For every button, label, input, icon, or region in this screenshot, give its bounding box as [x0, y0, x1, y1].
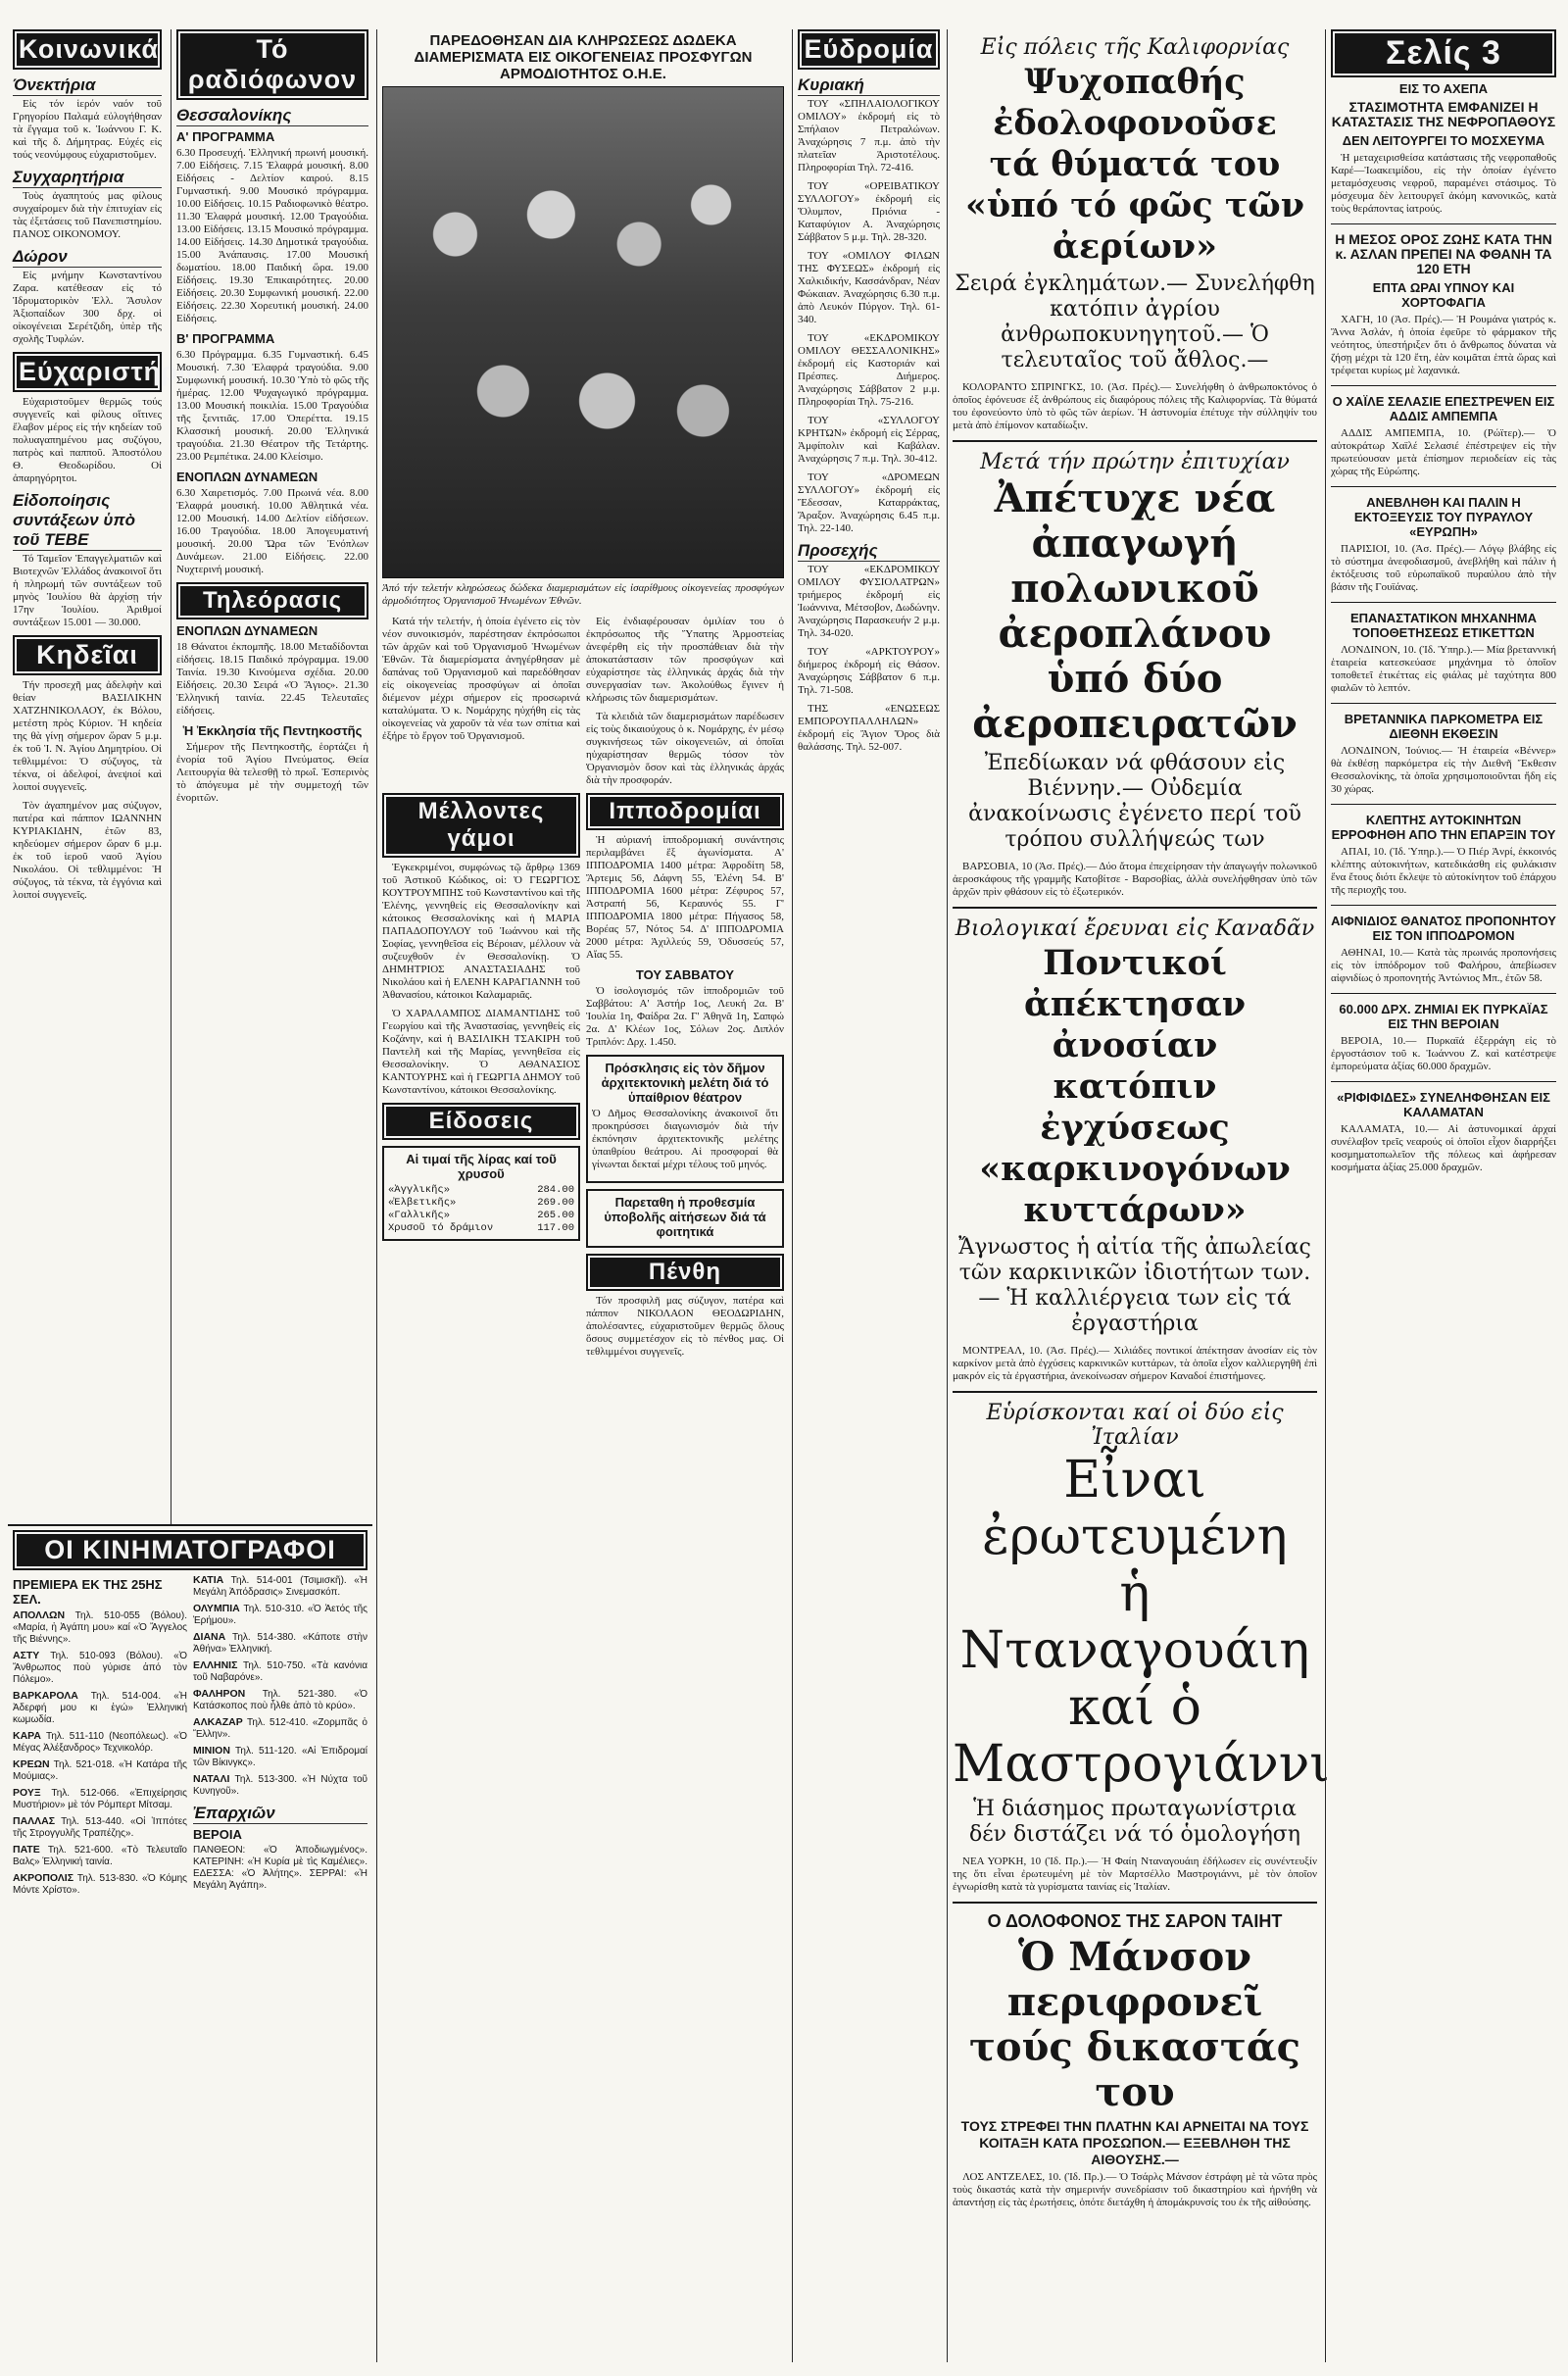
lower-columns — [382, 793, 784, 1364]
cinema-listing: Τηλ. 521-600. «Τὸ Τελευταῖο Βαλς» Ἑλληνική ταινία. — [13, 1845, 187, 1867]
subhead: Δώρον — [13, 247, 162, 268]
divider — [1331, 486, 1556, 487]
program-heading: Α' ΠΡΟΓΡΑΜΜΑ — [176, 129, 275, 144]
cinema-entry — [193, 1659, 368, 1684]
article-text: ΤΟΥ «ΕΚΔΡΟΜΙΚΟΥ ΟΜΙΛΟΥ ΘΕΣΣΑΛΟΝΙΚΗΣ» ἐκδρομή εἰς Καστοριάν καὶ Πρέσπες. Διήμερος. Ἀναχώρησις Σάββατον 2 μ.μ. Πληροφορίαι Τηλ. 75-216. — [798, 332, 940, 408]
article-text: Ὁ ἰσολογισμός τῶν ἱπποδρομιῶν τοῦ Σαββάτου: Α' Ἀστήρ 1ος, Λευκή 2α. Β' Ἰουλία 1η, Φαίδρα 2α. Γ' Ἀθηνᾶ 1η, Σαπφώ 2α. Δ' Κλέων 1ος, Σόλων 2ος. Διπλόν Τριπλόν: Δρχ. 1.450. — [586, 985, 784, 1048]
article-text: Τὰ κλειδιὰ τῶν διαμερισμάτων παρέδωσεν εἰς τοὺς δικαιούχους ὁ κ. Νομάρχης, ἐν μέσῳ συγκινήσεως τῶν οἰκογενειῶν, αἱ ὁποῖαι ηὐχαρίστησαν θερμῶς τόσον τὸν Ὀργανισμὸν ὅσον καὶ τὰς ἑλληνικάς ἀρχάς διὰ τὴν προσφοράν. — [586, 711, 784, 786]
cinema-entry — [193, 1688, 368, 1712]
program-heading: ΕΝΟΠΛΩΝ ΔΥΝΑΜΕΩΝ — [176, 470, 318, 484]
price-value: 269.00 — [537, 1197, 574, 1209]
brief-subhead: ΔΕΝ ΛΕΙΤΟΥΡΓΕΙ ΤΟ ΜΟΣΧΕΥΜΑ — [1342, 133, 1545, 148]
brief-text: ΑΠΑΙ, 10. (Ἰδ. Ὑπηρ.).— Ὁ Πιέρ Ἀνρί, ἐκκοινός κλέπτης αὐτοκινήτων, κατεδικάσθη εἰς φυλάκισιν ἕνα ἔτους διότι ἔκλεψε τὸ αὐτοκίνητον τοῦ ἐπάρχου τῆς περιοχῆς του. — [1331, 846, 1556, 896]
article-text: Τήν προσεχῆ μας ἀδελφὴν καὶ θείαν ΒΑΣΙΛΙΚΗΝ ΧΑΤΖΗΝΙΚΟΛΑΟΥ, ἐκ Βόλου, μετέστη πρὸς Κύριον. Ἡ κηδεία της θὰ γίνῃ σήμερον ὥραν 5 μ.μ. ἐκ τοῦ Ἱ. Ν. Ἀγίου Δημητρίου. Οἱ τεθλιμμένοι: Ὁ σύζυγος, τὰ τέκνα, οἱ ἀδελφοί, ἀνεψιοί καὶ λοιποί συγγενεῖς. — [13, 679, 162, 793]
cinema-listing: Τηλ. 511-120. «Αἱ Ἐπιδρομαί τῶν Βίκινγκς». — [193, 1746, 368, 1768]
headline-line: ἡ Νταναγουάιη — [959, 1564, 1310, 1680]
divider — [953, 1902, 1317, 1904]
brief-subhead: ΕΠΤΑ ΩΡΑΙ ΥΠΝΟΥ ΚΑΙ ΧΟΡΤΟΦΑΓΙΑ — [1372, 280, 1515, 310]
program-heading: ΕΝΟΠΛΩΝ ΔΥΝΑΜΕΩΝ — [176, 623, 318, 638]
headline-line: Ποντικοί ἀπέκτησαν ἀνοσίαν — [1023, 943, 1247, 1065]
article-text: ΤΟΥ «ΟΜΙΛΟΥ ΦΙΛΩΝ ΤΗΣ ΦΥΣΕΩΣ» ἐκδρομή εἰς Χαλκιδικήν, Κασσάνδραν, Νέαν Φώκαιαν. Ἀναχώρησις 6.30 π.μ. ἀπὸ Λευκόν Πύργον. Τηλ. 61-340. — [798, 250, 940, 325]
headline-line: τά θύματά του — [989, 144, 1281, 184]
cinema-entry — [13, 1650, 187, 1686]
divider — [1331, 1081, 1556, 1082]
notice-box — [586, 1055, 784, 1183]
cinema-listing: Τηλ. 512-066. «Ἐπιχείρησις Μυστήριον» μὲ τόν Ρόμπερτ Μίτσαμ. — [13, 1788, 187, 1810]
price-value: 265.00 — [537, 1210, 574, 1221]
divider — [1331, 385, 1556, 386]
headline-line: Ψυχοπαθής ἐδολοφονοῦσε — [993, 62, 1277, 143]
deck: Ἡ διάσημος πρωταγωνίστρια δέν διστάζει νά τό ὁμολογήση — [968, 1797, 1300, 1847]
deck: Ἐπεδίωκαν νά φθάσουν εἰς Βιέννην.— Οὐδεμία ἀνακοίνωσις ἐγένετο περί τοῦ τρόπου συλλήψεώς των — [968, 751, 1301, 852]
divider — [1331, 703, 1556, 704]
kicker: Εὑρίσκονται καί οἱ δύο εἰς Ἰταλίαν — [986, 1401, 1284, 1450]
brief-headline: Η ΜΕΣΟΣ ΟΡΟΣ ΖΩΗΣ ΚΑΤΑ ΤΗΝ κ. ΑΣΛΑΝ ΠΡΕΠΕΙ ΝΑ ΦΘΑΝΗ ΤΑ 120 ΕΤΗ — [1335, 231, 1552, 276]
cinema-columns — [8, 1574, 372, 1901]
article-text: ΒΑΡΣΟΒΙΑ, 10 (Ἀσ. Πρές).— Δύο ἄτομα ἐπεχείρησαν τὴν ἀπαγωγήν πολωνικοῦ ἀεροσκάφους τῆς γραμμῆς Κατοβίτσε - Βαρσοβίας, ἀλλὰ συνελήφθησαν ὑπὸ τῶν ἀρχῶν πρὶν φθάσουν εἰς τὸ ἐξωτερικόν. — [953, 861, 1317, 898]
brief-text: Ἡ μεταχειρισθείσα κατάστασις τῆς νεφροπαθοῦς Καρέ—Ἰωακειμίδου, εἰς τὴν ὁποίαν ἐγένετο μεταμόσχευσις νεφροῦ, παραμένει στάσιμος. Τὸ μόσχευμα δὲν λειτουργεῖ ἀκόμη κανονικῶς, κατὰ τοὺς θεράποντας ἰατρούς. — [1331, 152, 1556, 215]
section-banner-weddings: Μέλλοντες γάμοι — [382, 793, 580, 858]
cinema-entry — [193, 1574, 368, 1599]
subhead: Προσεχής — [798, 541, 940, 562]
cinema-listing: Τηλ. 510-750. «Τὰ κανόνια τοῦ Ναβαρόνε». — [193, 1660, 368, 1683]
dateline: ΕΙΣ ΤΟ ΑΧΕΠΑ — [1398, 81, 1489, 96]
brief-headline: ΑΙΦΝΙΔΙΟΣ ΘΑΝΑΤΟΣ ΠΡΟΠΟΝΗΤΟΥ ΕΙΣ ΤΟΝ ΙΠΠΟΔΡΟΜΟΝ — [1331, 914, 1556, 943]
cinema-name: ΠΑΤΕ — [13, 1844, 40, 1856]
article-text: Τό Ταμεῖον Ἐπαγγελματιῶν καὶ Βιοτεχνῶν Ἑλλάδος ἀνακοινοῖ ὅτι ἡ πληρωμή τῶν συντάξεων τοῦ μηνὸς Ἰουλίου θὰ ἀρχίσῃ τήν 17ην Ἰουλίου. Ἀριθμοί συντάξεων 15.001 — 30.000. — [13, 553, 162, 628]
column-world-news — [947, 29, 1330, 2362]
subhead: Κυριακή — [798, 75, 940, 96]
cinema-listing: Τηλ. 521-380. «Ὁ Κατάσκοπος ποὺ ἦλθε ἀπὸ τὸ κρύο». — [193, 1689, 368, 1711]
divider — [953, 1391, 1317, 1393]
subhead: Όνεκτήρια — [13, 75, 162, 96]
cinema-name: ΚΑΡΑ — [13, 1730, 41, 1742]
section-banner-thanks: Εύχαριστήρια — [13, 352, 162, 392]
cinema-name: ΕΛΛΗΝΙΣ — [193, 1659, 238, 1671]
program-text: 18 Θάνατοι ἐκπομπῆς. 18.00 Μεταδίδονται εἰδήσεις. 18.15 Παιδικό πρόγραμμα. 19.00 Ταινία. 19.30 Κινούμενα σχέδια. 20.00 Εἰδήσεις. 20.30 Σειρά «Ὁ Ἅγιος». 21.30 Ἑλληνική ταινία. 22.45 Τελευταῖες εἰδήσεις. — [176, 641, 368, 717]
article-text: ΤΟΥ «ΔΡΟΜΕΩΝ ΣΥΛΛΟΓΟΥ» ἐκδρομή εἰς Ἔδεσσαν, Καταρράκτας, Ἄραξον. Ἀναχώρησις 6.45 π.μ. Τηλ. 22-140. — [798, 471, 940, 534]
article-text: ΚΟΛΟΡΑΝΤΟ ΣΠΡΙΝΓΚΣ, 10. (Ἀσ. Πρές).— Συνελήφθη ὁ ἀνθρωποκτόνος ὁ ὁποῖος ἐφόνευσε ἐξ ἀνθρώπους εἰς διαφόρους πόλεις τῆς Καλιφορνίας. Τὰ θύματά του ἐφονεύοντο ὑπὸ τὸ φῶς τῶν ἀερίων. Ἡ ἀστυνομία ἐπέτυχε τὴν σύλληψίν του μετὰ ἀπὸ ἐπίμονον καταδίωξιν. — [953, 381, 1317, 431]
kicker: Εἰς πόλεις τῆς Καλιφορνίας — [980, 35, 1290, 60]
program-heading: Ἡ Ἐκκλησία τῆς Πεντηκοστῆς — [182, 723, 363, 738]
headline-line: τούς δικαστάς του — [969, 2024, 1300, 2115]
article-text: Εἰς ἐνδιαφέρουσαν ὁμιλίαν του ὁ ἐκπρόσωπος τῆς Ὕπατης Ἀρμοστείας ἀνεφέρθη εἰς τὴν προσπάθειαν διὰ τὴν ἀποκατάστασιν τῶν προσφύγων καὶ εὐχαρίστησε τὰς ἑλληνικάς ἀρχάς διὰ τὴν συνεργασίαν των. Ἀκολούθως ἔγινεν ἡ κλήρωσις τῶν διαμερισμάτων. — [586, 616, 784, 704]
article-text: ΤΟΥ «ΕΚΔΡΟΜΙΚΟΥ ΟΜΙΛΟΥ ΦΥΣΙΟΛΑΤΡΩΝ» τριήμερος ἐκδρομή εἰς Ἰωάννινα, Μέτσοβον, Δωδώνην. Ἀναχώρησις Παρασκευήν 2 μ.μ. Τηλ. 34-020. — [798, 564, 940, 639]
brief-headline: 60.000 ΔΡΧ. ΖΗΜΙΑΙ ΕΚ ΠΥΡΚΑΪΑΣ ΕΙΣ ΤΗΝ ΒΕΡΟΙΑΝ — [1339, 1002, 1548, 1031]
article-text: Ἡ αὐριανή ἱπποδρομιακή συνάντησις περιλαμβάνει ἕξ ἀγωνίσματα. Α' ΙΠΠΟΔΡΟΜΙΑ 1400 μέτρα: Ἀφροδίτη 58, Ἄρτεμις 56, Δάφνη 55, Ἑλένη 54. Β' ΙΠΠΟΔΡΟΜΙΑ 1600 μέτρα: Ζέφυρος 57, Ἀστραπή 56, Κεραυνός 55. Γ' ΙΠΠΟΔΡΟΜΙΑ 1800 μέτρα: Πήγασος 58, Βορέας 57, Νότος 54. Δ' ΙΠΠΟΔΡΟΜΙΑ 2000 μέτρα: Ἀχιλλεύς 59, Ὀδυσσεύς 57, Αἴας 55. — [586, 834, 784, 961]
cinema-name: ΟΛΥΜΠΙΑ — [193, 1603, 240, 1614]
article-text: Εἰς μνήμην Κωνσταντίνου Ζαρα. κατέθεσαν εἰς τό Ἰδρυματορικὸν Ἑλλ. Ἄσυλον Ἀξιοπαίδων 300 δρχ. οἱ οἰκογένειαι Σερέτζιδη, ὑπὲρ τῆς σχολῆς Τυφλών. — [13, 270, 162, 345]
section-banner-funerals: Κηδεῖαι — [13, 635, 162, 675]
cinema-listing: Τηλ. 521-018. «Ἡ Κατάρα τῆς Μούμιας». — [13, 1759, 187, 1782]
article-text: Σήμερον τῆς Πεντηκοστῆς, ἑορτάζει ἡ ἐνορία τοῦ Ἁγίου Πνεύματος. Θεία Λειτουργία θὰ τελεσθῇ τὸ πρωΐ. Ἐσπερινὸς τὸ ἀπόγευμα μὲ τὴν συμμετοχή τῶν ἐνοριτῶν. — [176, 741, 368, 804]
price-value: 117.00 — [537, 1222, 574, 1234]
section-banner-social: Κοινωνικά — [13, 29, 162, 70]
article-text: ΤΟΥ «ΑΡΚΤΟΥΡΟΥ» διήμερος ἐκδρομή εἰς Θάσον. Ἀναχώρησις Σάββατον 6 π.μ. Τηλ. 71-508. — [798, 646, 940, 696]
price-box — [382, 1146, 580, 1241]
divider — [1331, 602, 1556, 603]
cinema-name: ΝΑΤΑΛΙ — [193, 1773, 230, 1785]
divider — [1331, 223, 1556, 224]
cinema-listing: Τηλ. 513-830. «Ὁ Κόμης Μόντε Χρίστο». — [13, 1873, 187, 1896]
program-text: 6.30 Προσευχή. Ἑλληνική πρωινή μουσική. 7.00 Εἰδήσεις. 7.15 Ἐλαφρά μουσική. 8.00 Εἰδήσεις - Δελτίον καιρού. 8.15 Γυμναστική. 9.00 Μουσικό πρόγραμμα. 10.00 Εἰδήσεις. 10.15 Ραδιοφωνικὸ θέατρο. 11.30 Ἐλαφρά μουσική. 12.00 Τραγούδια. 13.00 Εἰδήσεις. 13.15 Μουσικό πρόγραμμα. 14.00 Εἰδήσεις. 14.30 Δημοτικά τραγούδια. 15.00 Ἀνάπαυσις. 17.00 Μουσική δωματίου. 18.00 Παιδική ὥρα. 19.00 Εἰδήσεις. 19.30 Ἐπικαιρότητες. 20.00 Εἰδήσεις. 20.30 Συμφωνική μουσική. 22.00 Εἰδήσεις. 22.30 Χορευτική μουσική. 24.00 Εἰδήσεις. — [176, 147, 368, 324]
cinema-name: ΚΑΤΙΑ — [193, 1574, 224, 1586]
section-banner-mourning: Πένθη — [586, 1254, 784, 1291]
subhead: ΤΟΥ ΣΑΒΒΑΤΟΥ — [635, 967, 735, 982]
section-banner-tv: Τηλεόρασις — [176, 582, 368, 619]
headline-line: καί ὁ Μαστρογιάννι — [953, 1678, 1330, 1794]
cinema-name: ΑΚΡΟΠΟΛΙΣ — [13, 1872, 74, 1884]
cinema-name: ΔΙΑΝΑ — [193, 1631, 226, 1643]
news-photo — [382, 86, 784, 578]
notice-title: Πρόσκλησις εἰς τὸν δῆμον ἀρχιτεκτονικὴ μελέτη διά τό ὑπαίθριον θέατρον — [601, 1061, 769, 1105]
notice-box — [586, 1189, 784, 1248]
brief-text: ΒΕΡΟΙΑ, 10.— Πυρκαϊά ἐξερράγη εἰς τὸ ἐργοστάσιον τοῦ κ. Ἰωάννου Ζ. καὶ κατέστρεψε ἐμπορεύματα ἀξίας 60.000 δραχμῶν. — [1331, 1035, 1556, 1072]
article-text: Εἰς τόν ἱερόν ναόν τοῦ Γρηγορίου Παλαμά εὐλογήθησαν τὰ ἔγγαμα τοῦ κ. Ἰωάννου Γ. Κ. καὶ τῆς δ. Δήμητρας. Εὐχές εἰς τούς νεονύμφους εὐχαριστοῦμεν. — [13, 98, 162, 161]
headline-line: Εἶναι ἐρωτευμένη — [982, 1451, 1288, 1566]
article-text: Εὐχαριστοῦμεν θερμῶς τούς συγγενεῖς καὶ φίλους οἵτινες ἔλαβον μέρος εἰς τήν κηδείαν τοῦ πολυαγαπημένου μας συζύγου, πατρὸς καὶ παπποῦ. Ἀποστόλου Θ. Θεοδωρίδου. Οἱ ἀπαρηγόρητοι. — [13, 396, 162, 484]
article-text: ΤΟΥ «ΣΠΗΛΑΙΟΛΟΓΙΚΟΥ ΟΜΙΛΟΥ» ἐκδρομή εἰς τὸ Σπήλαιον Πετραλώνων. Ἀναχώρησις 7 π.μ. ἀπὸ τὴν πλατεῖαν Ἀριστοτέλους. Πληροφορίαι Τηλ. 72-416. — [798, 98, 940, 173]
cinema-listing: Τηλ. 513-300. «Ἡ Νύχτα τοῦ Κυνηγοῦ». — [193, 1774, 368, 1797]
column-main-photo — [376, 29, 789, 2362]
article-text: Ἐγκεκριμένοι, συμφώνως τῷ ἄρθρῳ 1369 τοῦ Ἀστικοῦ Κώδικος, οἱ: Ὁ ΓΕΩΡΓΙΟΣ ΚΟΥΤΡΟΥΜΠΗΣ τοῦ Κωνσταντίνου καὶ τῆς Ἑλένης, γεννηθείς εἰς Θεσσαλονίκην καὶ κάτοικος Θεσσαλονίκης καὶ ἡ ΜΑΡΙΑ ΠΑΠΑΔΟΠΟΥΛΟΥ τοῦ Ἰωάννου καὶ τῆς Σοφίας, γεννηθεῖσα εἰς Βέροιαν, μέλλουν νὰ συζευχθοῦν ἐν Θεσσαλονίκῃ. Ὁ ΔΗΜΗΤΡΙΟΣ ΑΝΑΣΤΑΣΙΑΔΗΣ τοῦ Νικολάου καὶ ἡ ΕΛΕΝΗ ΚΑΡΑΓΙΑΝΝΗ τοῦ Ἀθανασίου, κάτοικοι Καλαμαριᾶς. — [382, 862, 580, 1001]
price-label: «Ἀγγλικῆς» — [388, 1184, 451, 1196]
cinema-listing: ΠΑΝΘΕΟΝ: «Ὁ Ἀποδιωγμένος». ΚΑΤΕΡΙΝΗ: «Ἡ Κυρία μὲ τὶς Καμέλιες». ΕΔΕΣΣΑ: «Ὁ Ἀλήτης». ΣΕΡΡΑΙ: «Ἡ Μεγάλη Ἀγάπη». — [193, 1845, 368, 1891]
cinema-entry — [13, 1872, 187, 1897]
divider — [953, 907, 1317, 909]
kicker: Μετά τήν πρώτην ἐπιτυχίαν — [980, 450, 1290, 474]
cinema-listings — [8, 1524, 372, 2364]
brief-headline: «ΡΙΦΙΦΙΔΕΣ» ΣΥΝΕΛΗΦΘΗΣΑΝ ΕΙΣ ΚΑΛΑΜΑΤΑΝ — [1337, 1090, 1550, 1119]
article-text: ΜΟΝΤΡΕΑΛ, 10. (Ἀσ. Πρές).— Χιλιάδες ποντικοί ἀπέκτησαν ἀνοσίαν εἰς τὸν καρκίνον μετὰ ἀπὸ ἐγχύσεις καρκινικῶν κυττάρων, τὰ ὁποῖα εἶχον καλλιεργηθῆ ἐπὶ μακρόν εἰς τὰ ἐργαστήρια, ἀνεκοίνωσαν σήμερον Καναδοί ἐπιστήμονες. — [953, 1345, 1317, 1382]
brief-headline: ΒΡΕΤΑΝΝΙΚΑ ΠΑΡΚΟΜΕΤΡΑ ΕΙΣ ΔΙΕΘΝΗ ΕΚΘΕΣΙΝ — [1344, 712, 1544, 741]
cinema-name: ΜΙΝΙΟΝ — [193, 1745, 230, 1757]
program-text: 6.30 Χαιρετισμός. 7.00 Πρωινά νέα. 8.00 Ἐλαφρά μουσική. 10.00 Ἀθλητικά νέα. 12.00 Μουσική. 14.00 Δελτίον εἰδήσεων. 16.00 Τραγούδια. 18.00 Ἀπογευματινή μουσική. 20.00 Ὥρα τῶν Ἐνόπλων Δυνάμεων. 21.00 Εἰδήσεις. 22.00 Νυχτερινή μουσική. — [176, 487, 368, 575]
kicker: Βιολογικαί ἔρευναι εἰς Καναδᾶν — [955, 916, 1315, 941]
article-text: ΛΟΣ ΑΝΤΖΕΛΕΣ, 10. (Ἰδ. Πρ.).— Ὁ Τσάρλς Μάνσον ἐστράφη μὲ τὰ νῶτα πρὸς τοὺς δικαστάς κατὰ τὴν σημερινήν συνεδρίασιν τοῦ δικαστηρίου καὶ ἠρνήθη νὰ ἀπαντήσῃ εἰς τὰς ἐρωτήσεις, ὁπότε διετάχθη ἡ ἀπομάκρυνσίς του ἐκ τῆς αἰθούσης. — [953, 2171, 1317, 2208]
cinema-entry — [193, 1631, 368, 1656]
deck: ΤΟΥΣ ΣΤΡΕΦΕΙ ΤΗΝ ΠΛΑΤΗΝ ΚΑΙ ΑΡΝΕΙΤΑΙ ΝΑ ΤΟΥΣ ΚΟΙΤΑΞΗ ΚΑΤΑ ΠΡΟΣΩΠΟΝ.— ΕΞΕΒΛΗΘΗ ΤΗΣ ΑΙΘΟΥΣΗΣ.— — [960, 2118, 1309, 2167]
subhead: Εἰδοποίησις συντάξεων ὑπὸ τοῦ ΤΕΒΕ — [13, 491, 162, 551]
program-text: 6.30 Πρόγραμμα. 6.35 Γυμναστική. 6.45 Μουσική. 7.30 Ἐλαφρά τραγούδια. 9.00 Συμφωνική μουσική. 10.30 Ὑπὸ τὸ φῶς τῆς ἡμέρας. 12.00 Ψυχαγωγικό πρόγραμμα. 13.00 Μουσική ποικιλία. 15.00 Τραγούδια τῆς ξενιτιᾶς. 17.00 Ὀπερέττα. 19.15 Κλασσική μουσική. 20.00 Ἑλληνικά τραγούδια. 21.30 Θέατρον τῆς Τετάρτης. 23.00 Ρεμπέτικα. 24.00 Κλείσιμο. — [176, 349, 368, 463]
column-excursions — [792, 29, 945, 2362]
cinema-entry — [193, 1603, 368, 1627]
cinema-listing: Τηλ. 511-110 (Νεοπόλεως). «Ὁ Μέγας Ἀλέξανδρος» Τεχνικολόρ. — [13, 1731, 187, 1754]
brief-text: ΑΘΗΝΑΙ, 10.— Κατὰ τὰς πρωινάς προπονήσεις εἰς τὸν ἱππόδρομον τοῦ Φαλήρου, ἀπεβίωσεν αἰφνιδίως ὁ προπονητής Ἀντώνιος Μπ., ἐτῶν 58. — [1331, 947, 1556, 984]
cinema-name: ΚΡΕΩΝ — [13, 1758, 50, 1770]
price-label: Χρυσοῦ τό δράμιον — [388, 1222, 494, 1234]
headline-line: κατόπιν ἐγχύσεως — [1040, 1066, 1230, 1148]
cinema-listing: Τηλ. 512-410. «Ζορμπᾶς ὁ Ἕλλην». — [193, 1717, 368, 1740]
subhead: Θεσσαλονίκης — [176, 106, 368, 126]
cinema-name: ΑΛΚΑΖΑΡ — [193, 1716, 243, 1728]
article-text: Τὸν ἀγαπημένον μας σύζυγον, πατέρα καὶ πάππον ΙΩΑΝΝΗΝ ΚΥΡΙΑΚΙΔΗΝ, ἐτῶν 83, κηδεύομεν σήμερον ὥραν 6 μ.μ. ἐκ τοῦ ἱεροῦ ναοῦ Ἁγίου Νικολάου. Οἱ τεθλιμμένοι: Ἡ σύζυγος, τὰ τέκνα, τὰ ἐγγόνια καὶ λοιποί συγγενεῖς. — [13, 800, 162, 901]
price-row — [388, 1222, 574, 1235]
cinema-name: ΦΑΛΗΡΟΝ — [193, 1688, 246, 1700]
price-value: 284.00 — [537, 1184, 574, 1196]
brief-text: ΚΑΛΑΜΑΤΑ, 10.— Αἱ ἀστυνομικαί ἀρχαί συνέλαβον τρεῖς νεαρούς οἱ ὁποῖοι εἶχον διαρρήξει κοσμηματοπωλεῖον τῆς πόλεως καὶ ἀφήρεσαν κοσμήματα ἀξίας 25.000 δραχμῶν. — [1331, 1123, 1556, 1173]
headline-line: Ἀπέτυχε νέα ἀπαγωγή — [994, 475, 1276, 567]
headline-line: «καρκινογόνων κυττάρων» — [979, 1149, 1291, 1230]
price-label: «Ἐλβετικῆς» — [388, 1197, 457, 1209]
cinema-entry — [193, 1745, 368, 1769]
cinema-entry — [13, 1690, 187, 1726]
notice-title: Παρεταθη ἡ προθεσμία ὑποβολῆς αἰτήσεων διά τά φοιτητικά — [604, 1195, 766, 1239]
cinema-name: ΡΟΥΞ — [13, 1787, 41, 1799]
cinema-heading: ΠΡΕΜΙΕΡΑ ΕΚ ΤΗΣ 25ΗΣ ΣΕΛ. — [13, 1577, 163, 1607]
story-columns — [382, 616, 784, 793]
section-banner-notices: Είδοσεις — [382, 1103, 580, 1140]
section-banner-racing: Ιπποδρομίαι — [586, 793, 784, 830]
brief-text: ΠΑΡΙΣΙΟΙ, 10. (Ἀσ. Πρές).— Λόγῳ βλάβης εἰς τὸ σύστημα ἀνεφοδιασμοῦ, ἀνεβλήθη καὶ πάλιν ἡ ἐκτόξευσις τοῦ εὐρωπαϊκοῦ πυραύλου ἀπὸ τὴν βάσιν τῆς Γουϊάνας. — [1331, 543, 1556, 593]
cinema-listing: Τηλ. 514-001 (Τσιμισκῆ). «Ἡ Μεγάλη Ἀπόδρασις» Σινεμασκόπ. — [193, 1575, 368, 1598]
article-text: Τοὺς ἀγαπητούς μας φίλους συγχαίρομεν διὰ τὴν ἐπιτυχίαν εἰς τὰς ἐξετάσεις τοῦ Πανεπιστημίου. ΠΑΝΟΣ ΟΙΚΟΝΟΜΟΥ. — [13, 190, 162, 240]
brief-text: ΧΑΓΗ, 10 (Ἀσ. Πρές).— Ἡ Ρουμάνα γιατρός κ. Ἄννα Ἀσλάν, ἡ ὁποία ἐφεῦρε τὸ φάρμακον τῆς νεότητος, ὑπεστήριξεν ὅτι ὁ ἄνθρωπος δύναται νὰ ζήσῃ μέχρι τὰ 120 ἔτη, ἐὰν κοιμᾶται ἑπτὰ ὥρας καὶ τρέφεται κυρίως μὲ λαχανικά. — [1331, 314, 1556, 376]
cinema-name: ΒΑΡΚΑΡΟΛΑ — [13, 1690, 78, 1702]
cinema-listing: Τηλ. 514-380. «Κάποτε στὴν Ἀθήνα» Ἑλληνική. — [193, 1632, 368, 1655]
kicker: Ο ΔΟΛΟΦΟΝΟΣ ΤΗΣ ΣΑΡΟΝ ΤΑΙΗΤ — [987, 1911, 1283, 1931]
cinema-entry — [193, 1716, 368, 1741]
article-text: ΝΕΑ ΥΟΡΚΗ, 10 (Ἰδ. Πρ.).— Ἡ Φαίη Νταναγουάιη ἐδήλωσεν εἰς συνέντευξίν της ὅτι εἶναι ἐρωτευμένη μὲ τὸν Μαρτσέλλο Μαστρογιάννι, μὲ τὸν ὁποῖον ἐγνωρίσθη κατὰ τὰ γυρίσματα ταινίας εἰς Ἰταλίαν. — [953, 1856, 1317, 1893]
cinema-entry — [13, 1787, 187, 1811]
brief-text: ΑΔΔΙΣ ΑΜΠΕΜΠΑ, 10. (Ρώϊτερ).— Ὁ αὐτοκράτωρ Χαϊλέ Σελασιέ ἐπέστρεψεν εἰς τὴν πρωτεύουσαν μετὰ ἐπίσημον περιοδείαν εἰς τὰς χώρας τῆς Εὐρώπης. — [1331, 427, 1556, 477]
cinema-listing: Τηλ. 514-004. «Ἡ Ἀδερφή μου κι ἐγώ» Ἑλληνική κωμωδία. — [13, 1691, 187, 1725]
article-text: Ὁ ΧΑΡΑΛΑΜΠΟΣ ΔΙΑΜΑΝΤΙΔΗΣ τοῦ Γεωργίου καὶ τῆς Ἀναστασίας, γεννηθείς εἰς Κοζάνην, καὶ ἡ ΒΑΣΙΛΙΚΗ ΤΣΑΚΙΡΗ τοῦ Παντελῆ καὶ τῆς Μαρίας, γεννηθεῖσα εἰς Θεσσαλονίκην. Ὁ ΑΘΑΝΑΣΙΟΣ ΚΑΝΤΟΥΡΗΣ καὶ ἡ ΓΕΩΡΓΙΑ ΔΗΜΟΥ τοῦ Κωνσταντίνου, κάτοικοι Θεσσαλονίκης. — [382, 1008, 580, 1096]
cinema-entry — [13, 1730, 187, 1755]
headline: ΠΑΡΕΔΟΘΗΣΑΝ ΔΙΑ ΚΛΗΡΩΣΕΩΣ ΔΩΔΕΚΑ ΔΙΑΜΕΡΙΣΜΑΤΑ ΕΙΣ ΟΙΚΟΓΕΝΕΙΑΣ ΠΡΟΣΦΥΓΩΝ ΑΡΜΟΔΙΟΤΗΤΟΣ Ο.Η.Ε. — [414, 32, 753, 82]
notice-text: Ὁ Δῆμος Θεσσαλονίκης ἀνακοινοῖ ὅτι προκηρύσσει διαγωνισμόν διὰ τήν ἐκπόνησιν ἀρχιτεκτονικῆς μελέτης ὑπαιθρίου θεάτρου. Αἱ προσφοραί θὰ γίνωνται δεκταί μέχρι τέλους τοῦ μηνός. — [592, 1108, 778, 1170]
program-heading: Β' ΠΡΟΓΡΑΜΜΑ — [176, 331, 275, 346]
divider — [1331, 905, 1556, 906]
cinema-name: ΠΑΛΛΑΣ — [13, 1815, 56, 1827]
headline-line: ὑπό δύο ἀεροπειρατῶν — [972, 656, 1298, 747]
price-row — [388, 1184, 574, 1197]
section-banner-cinemas: ΟΙ ΚΙΝΗΜΑΤΟΓΡΑΦΟΙ — [13, 1530, 368, 1570]
headline-line: Ὁ Μάνσον περιφρονεῖ — [1006, 1934, 1263, 2025]
headline-line: «ὑπό τό φῶς τῶν ἀερίων» — [964, 185, 1305, 267]
subhead: Ἐπαρχιῶν — [193, 1804, 368, 1824]
article-text: Τόν προσφιλῆ μας σύζυγον, πατέρα καὶ πάππον ΝΙΚΟΛΑΟΝ ΘΕΟΔΩΡΙΔΗΝ, ἀπολέσαντες, εὐχαριστοῦμεν θερμῶς ὅλους ὅσους συμμετέσχον εἰς τὸ πένθος μας. Οἱ τεθλιμμένοι συγγενεῖς. — [586, 1295, 784, 1358]
column-brief-news — [1325, 29, 1561, 2362]
divider — [953, 440, 1317, 442]
article-text: ΤΗΣ «ΕΝΩΣΕΩΣ ΕΜΠΟΡΟΥΠΑΛΛΗΛΩΝ» ἐκδρομή εἰς Ἄγιον Ὄρος διὰ θαλάσσης. Τηλ. 52-007. — [798, 703, 940, 753]
cinema-entry — [13, 1844, 187, 1868]
subhead: Συγχαρητήρια — [13, 168, 162, 188]
cinema-listing: Τηλ. 513-440. «Οἱ Ἱππότες τῆς Στρογγυλῆς Τραπέζης». — [13, 1816, 187, 1839]
cinema-entry — [13, 1609, 187, 1646]
divider — [1331, 993, 1556, 994]
headline-line: πολωνικοῦ ἀεροπλάνου — [998, 566, 1272, 657]
brief-headline: Ο ΧΑΪΛΕ ΣΕΛΑΣΙΕ ΕΠΕΣΤΡΕΨΕΝ ΕΙΣ ΑΔΔΙΣ ΑΜΠΕΜΠΑ — [1332, 394, 1555, 423]
cinema-listing: Τηλ. 510-055 (Βόλου). «Μαρία, ἡ Ἀγάπη μου» καί «Ὁ Ἄγγελος τῆς Βιέννης». — [13, 1610, 187, 1645]
cinema-listing: Τηλ. 510-093 (Βόλου). «Ὁ Ἄνθρωπος ποὺ γύρισε ἀπό τὸν Πόλεμο». — [13, 1651, 187, 1685]
cinema-entry — [13, 1758, 187, 1783]
cinema-entry — [13, 1815, 187, 1840]
price-label: «Γαλλικῆς» — [388, 1210, 451, 1221]
deck: Σειρά ἐγκλημάτων.— Συνελήφθη κατόπιν ἀγρίου ἀνθρωποκυνηγητοῦ.— Ὁ τελευταῖος τοῦ ἄθλος.— — [955, 272, 1315, 372]
price-row — [388, 1197, 574, 1210]
article-text: Κατά τήν τελετήν, ἡ ὁποία ἐγένετο εἰς τὸν νέον συνοικισμόν, παρέστησαν ἐκπρόσωποι τῶν ἀρχῶν καὶ τοῦ Ὀργανισμοῦ Ἡνωμένων Ἐθνῶν. Τὰ διαμερίσματα ἀνηγέρθησαν μὲ δαπάνας τοῦ Ὀργανισμοῦ καὶ παρεδόθησαν εἰς οἰκογενείας προσφύγων αἱ ὁποῖαι διέμενον μέχρι σήμερον εἰς προσωρινά καταλύματα. Ὁ κ. Νομάρχης ηὐχήθη εἰς τὰς οἰκογενείας νὰ χαροῦν τὰ νέα των σπίτια καὶ ἐξήρε τὸ ἔργον τοῦ Ὀργανισμοῦ. — [382, 616, 580, 742]
cinema-name: ΑΣΤΥ — [13, 1650, 40, 1661]
divider — [1331, 804, 1556, 805]
section-banner-radio: Τό ραδιόφωνον — [176, 29, 368, 100]
brief-headline: ΣΤΑΣΙΜΟΤΗΤΑ ΕΜΦΑΝΙΖΕΙ Η ΚΑΤΑΣΤΑΣΙΣ ΤΗΣ ΝΕΦΡΟΠΑΘΟΥΣ — [1331, 99, 1556, 129]
brief-headline: ΑΝΕΒΛΗΘΗ ΚΑΙ ΠΑΛΙΝ Η ΕΚΤΟΞΕΥΣΙΣ ΤΟΥ ΠΥΡΑΥΛΟΥ «ΕΥΡΩΠΗ» — [1353, 495, 1534, 539]
brief-text: ΛΟΝΔΙΝΟΝ, 10. (Ἰδ. Ὑπηρ.).— Μία βρεταννική ἑταιρεία κατεσκεύασε μηχάνημα τὸ ὁποῖον τοποθετεῖ ἐτικέττας εἰς φιάλας μὲ ταχύτητα 800 φιαλῶν τὸ λεπτόν. — [1331, 644, 1557, 694]
brief-headline: ΕΠΑΝΑΣΤΑΤΙΚΟΝ ΜΗΧΑΝΗΜΑ ΤΟΠΟΘΕΤΗΣΕΩΣ ΕΤΙΚΕΤΤΩΝ — [1349, 611, 1538, 640]
section-banner-excursions: Εύδρομία — [798, 29, 940, 70]
cinema-listing: Τηλ. 510-310. «Ὁ Ἀετός τῆς Ἐρήμου». — [193, 1604, 368, 1626]
cinema-entry — [193, 1773, 368, 1798]
brief-text: ΛΟΝΔΙΝΟΝ, Ἰούνιος.— Ἡ ἑταιρεία «Βέννερ» θὰ ἐκθέσῃ παρκόμετρα εἰς τὴν Διεθνῆ Ἔκθεσιν Θεσσαλονίκης, τὰ ὁποῖα χρησιμοποιοῦνται ἤδη εἰς 30 χώρας. — [1331, 745, 1556, 795]
price-box-title: Αἱ τιμαί τῆς λίρας καί τοῦ χρυσοῦ — [406, 1152, 557, 1181]
article-text: ΤΟΥ «ΟΡΕΙΒΑΤΙΚΟΥ ΣΥΛΛΟΓΟΥ» ἐκδρομή εἰς Ὄλυμπον, Πριόνια - Καταφύγιον Α. Ἀναχώρησις Σάββατον 5 μ.μ. Τηλ. 28-320. — [798, 180, 940, 243]
price-row — [388, 1210, 574, 1222]
cinema-name: ΑΠΟΛΛΩΝ — [13, 1609, 66, 1621]
photo-caption: Ἀπό τήν τελετήν κληρώσεως δώδεκα διαμερισμάτων εἰς ἰσαρίθμους οἰκογενείας προσφύγων ἁρμοδιότητος Ὀργανισμοῦ Ἡνωμένων Ἐθνῶν. — [382, 582, 784, 607]
brief-headline: ΚΛΕΠΤΗΣ ΑΥΤΟΚΙΝΗΤΩΝ ΕΡΡΟΦΗΘΗ ΑΠΟ ΤΗΝ ΕΠΑΡΞΙΝ ΤΟΥ — [1331, 813, 1556, 842]
article-text: ΤΟΥ «ΣΥΛΛΟΓΟΥ ΚΡΗΤΩΝ» ἐκδρομή εἰς Σέρρας, Ἀμφίπολιν καὶ Καβάλαν. Ἀναχώρησις 7 π.μ. Τηλ. 30-412. — [798, 415, 940, 465]
deck: Ἄγνωστος ἡ αἰτία τῆς ἀπωλείας τῶν καρκινικῶν ἰδιοτήτων των.— Ἡ καλλιέργεια των εἰς τά ἐργαστήρια — [958, 1235, 1311, 1336]
page-number-banner: Σελίς 3 — [1331, 29, 1556, 77]
city-heading: ΒΕΡΟΙΑ — [193, 1827, 242, 1842]
